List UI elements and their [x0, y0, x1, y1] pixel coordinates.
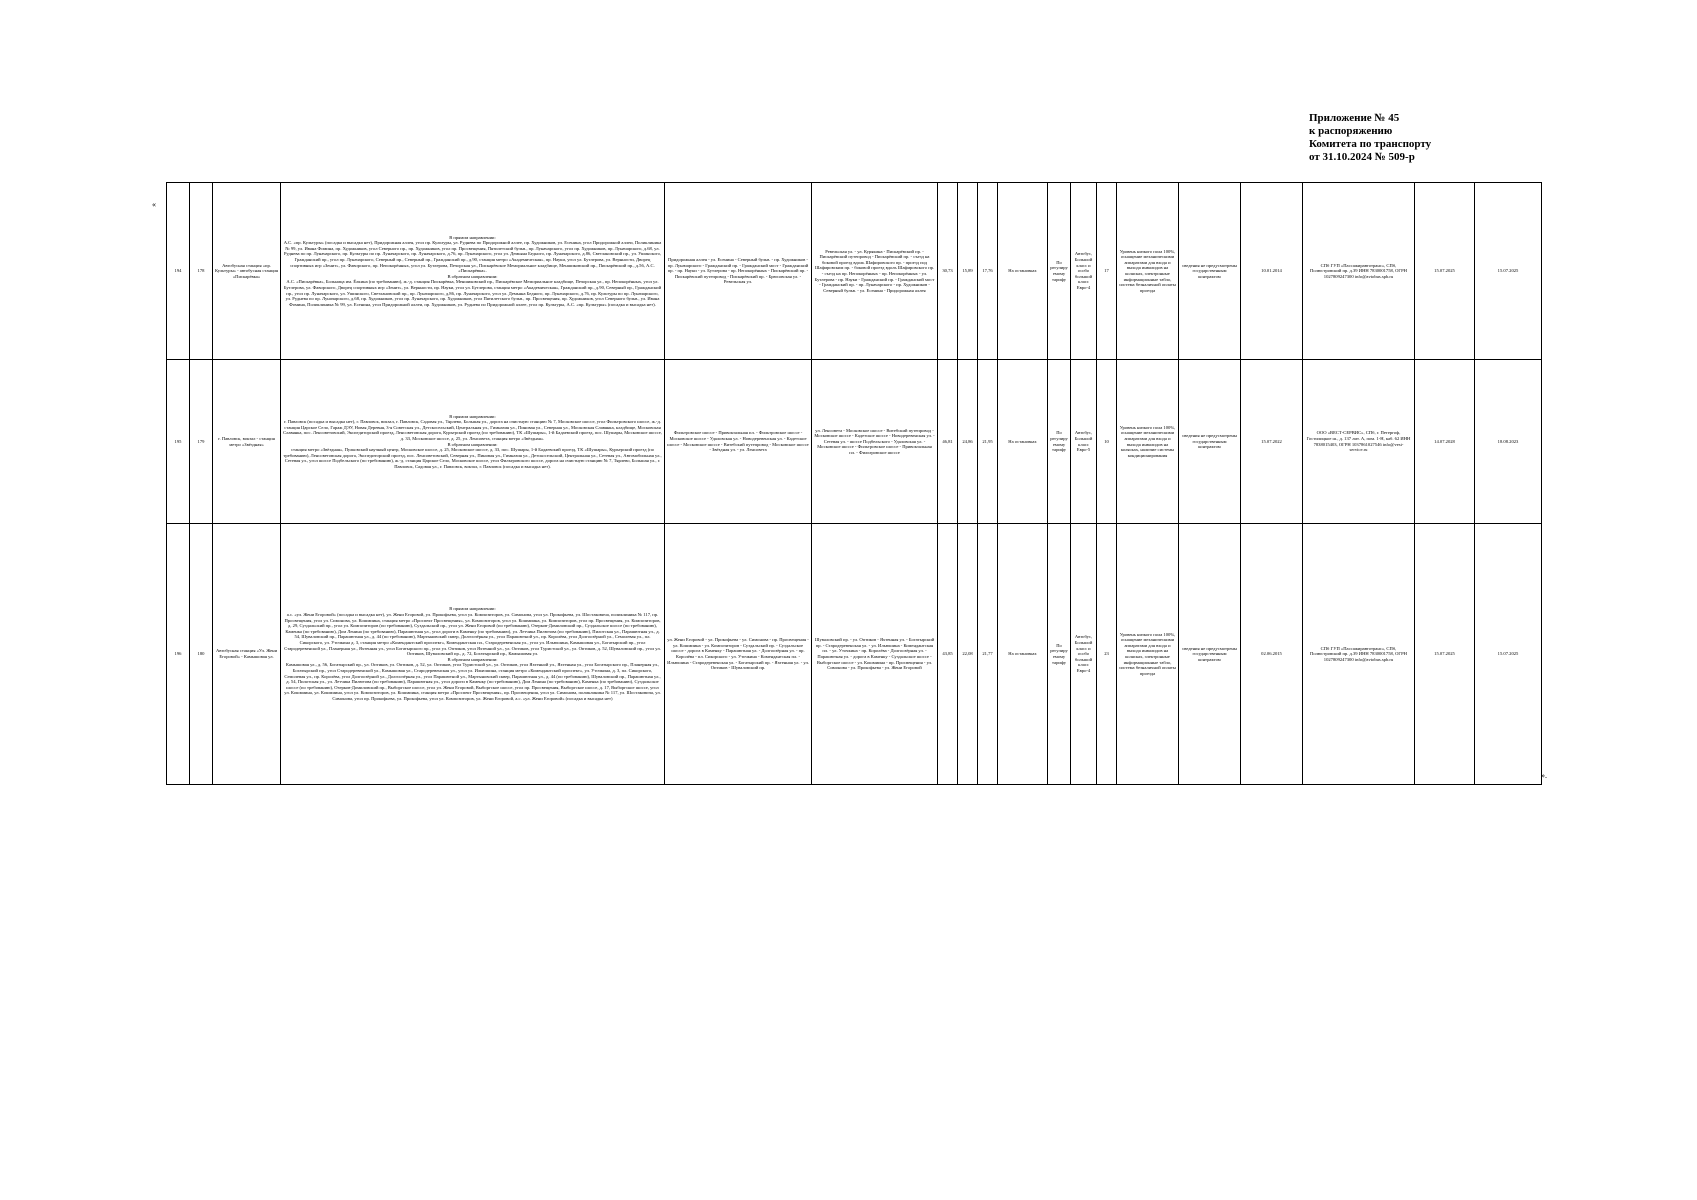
- opening-quote: «: [152, 200, 156, 209]
- streets-backward: Ревельская ул. - ул. Курякина - Пискарёвский пр. - Пискарёвский путепровод - Пискарёвский пр. - съезд на боковой проезд вдоль Шафировского пр. - проезд под Шафировским пр. - боковой проезд вдоль Шафировского пр. - съезд на пр. Непокорённых - пр. Непокорённых - ул. Бутлерова - пр. Науки - Гражданский пр. - Гражданский мост - Гражданский пр. - пр. Луначарского - пр. Художников - Северный бульв. - ул. Есенина - Придорожная аллея: [812, 183, 938, 360]
- length-forward: 24,86: [958, 360, 978, 524]
- closing-quote: ».: [1541, 771, 1547, 780]
- contract-date: 14.07.2028: [1415, 360, 1475, 524]
- route-reg-number: 180: [190, 524, 213, 785]
- route-name: г. Павловск, вокзал - станция метро «Звёздная»: [213, 360, 281, 524]
- vehicle-class: Автобус, Большой класс и особо большой класс Евро-4: [1071, 524, 1097, 785]
- forward-stops: А.С. «пр. Культуры» (посадка и высадка нет), Придорожная аллея, угол пр. Культуры, ул. Руднева по Придорожной аллее, пр. Художников, ул. Есенина, угол Придорожной аллеи, Поликлиника № 99, ул. Ивана Фомина, пр. Художников, угол Северного пр., пр. Художников, угол пр. Просвещения, Пятилетский бульв., пр. Луначарского, угол пр. Художников, пр. Луначарского, д.68, ул. Руднева по пр. Луначарского, пр. Культуры по пр. Луначарского, пр. Луначарского, д.76, пр. Луначарского, угол ул. Демьяна Бедного, пр. Луначарского, д.86, Светлановский пр., ул. Ушинского, Гражданский пр., угол пр. Луначарского, Северный пр., Северный пр., Гражданский пр., д.90, станция метро «Академическая», пр. Науки, угол ул. Бутлерова, ул. Вернности, Дворец спортивных игр «Зенит», ул. Фаворского, пр. Непокорённых, угол ул. Бутлерова, Печорская ул., Пискарёвское Мемориальное кладбище, Меншиковский пр., Пискарёвский пр., д.56, А.С. «Пискарёвка».: [283, 240, 662, 274]
- length-backward: 21,95: [978, 360, 998, 524]
- route-name: Автобусная станция «пр. Культуры» - автобусная станция «Пискарёвка»: [213, 183, 281, 360]
- boarding-order: На остановках: [998, 183, 1048, 360]
- length-total: 46,81: [938, 360, 958, 524]
- streets-forward: ул. Жени Егоровой - ул. Прокофьева - ул. Симонова - пр. Просвещения - ул. Кошмиина - ул. Композиторов - Суздальский пр. - Суздальское шоссе - дорога в Каменку - Парашютная ул. - Долгоозёрная ул. - пр. Королёва - пл. Сикорского - ул. Уточкина - Комендантская пл. - Ильюшина - Стародеревенская ул. - Богатырский пр. - Яхтенная ул. - ул. Оптиков - Шуваловский пр.: [665, 524, 812, 785]
- vehicle-count: 17: [1097, 183, 1117, 360]
- end-date: 18.08.2023: [1475, 360, 1542, 524]
- appendix-committee: Комитета по транспорту: [1309, 138, 1432, 150]
- forward-heading: В прямом направлении:: [449, 606, 496, 612]
- streets-backward: Шуваловский пр. - ул. Оптиков - Яхтенная ул. - Богатырский пр. - Стародеревенская ул. - ул. Ильюшина - Комендантская пл. - ул. Уточкина - пр. Королёва - Долгоозёрная ул. - Парашютная ул. - дорога в Каменку - Суздальское шоссе - Выборгское шоссе - ул. Кошмиина - пр. Просвещения - ул. Симонова - ул. Прокофьева - ул. Жени Егоровой: [812, 524, 938, 785]
- subsidy-info: сведения не предусмотрены государственным контрактом: [1179, 183, 1241, 360]
- start-date: 10.01.2014: [1241, 183, 1303, 360]
- boarding-order: На остановках: [998, 524, 1048, 785]
- forward-stops: а.с. «ул. Жени Егоровой» (посадка и высадка нет), ул. Жени Егоровой, ул. Прокофьева, угол ул. Композиторов, ул. Симонова, угол ул. Прокофьева, ул. Шостаковича, поликлиника № 117, пр. Просвещения, угол ул. Симонова, ул. Кошмиина, станция метро «Проспект Просвещения», ул. Композиторов, угол ул. Кошмиина, ул. Композиторов, угол пр. Просвещения, ул. Композиторов, д. 29, Суздальский пр., угол ул. Композиторов (по требованию), Суздальский пр., угол ул. Жени Егоровой (по требованию), Озерков-Домиловский пр., Суздальское шоссе (по требованию), Каменка (по требованию), Дом Ленина (по требованию), Парашютная ул., угол дороги в Каменку (по требованию), ул. Летчика Пилютова (по требованию), Пилотская ул., Парашютная ул., д. 54, Шуваловский пр., Парашютная ул., д. 44 (по требованию), Мартыновский сквер, Долгоозёрная ул., угол Парашютной ул., пр. Королёва, угол Долгоозёрной ул., Семолевая ул., пл. Сикорского, ул. Уточкина д. 3, станция метро «Комендантский проспект», Комендантская пл., Стародеревенская ул., угол ул. Ильюшина, Камышовая ул., Богатырский пр., угол Стародеревенской ул., Планерная ул., Яхтенная ул., угол Богатырского пр., угол ул. Оптиков, угол Яхтенной ул., ул. Оптиков, угол Туристской ул., ул. Оптиков, д. 52, Шуваловский пр., угол ул. Оптиков, Шуваловский пр., д. 72, Богатырский пр., Камышовая ул.: [284, 612, 661, 657]
- forward-stops: г. Павловск (посадка и высадка нет), г. Павловск, вокзал, г. Павловск, Садовая ул., Тярлево, Большая ул., дорога на очистную станцию № 7, Московское шоссе, угол Фильтровского шоссе, ж.-д. станция Царское Село, Гараж ДЭУ, Новая Деревня, 3-я Советская ул., Детскосельский, Центральная ул., Гимназия ул., Пиновая ул., Северная ул., Московская Славянка, кладбище, Московская Славянка, пос. Ленсоветовский, Экспедиторский проезд, Ленсоветовская дорога, Курьерский проезд (по требованию), ТК «Шушары», 1-й Бадаевский проезд, пос. Шушары, Московское шоссе, д. 33, Московское шоссе, д. 25, ул. Ленсовета, станция метро «Звёздная».: [283, 419, 662, 441]
- appendix-number: Приложение № 45: [1309, 112, 1400, 124]
- start-date: 15.07.2022: [1241, 360, 1303, 524]
- vehicle-features: Уровень низкого пола 100%, оснащение механическими аппаратами для входа и выхода инвалидов на колясках, наличие системы кондиционирования: [1117, 360, 1179, 524]
- carrier-info: ООО «ВЕСТ-СЕРВИС», СПб, г. Петергоф, Гостилицкое ш., д. 137 лит. А, пом. 1-Н, каб. 62 ИНН 7838015403, ОГРН 1037861027546 info@vest-service.ru: [1303, 360, 1415, 524]
- start-date: 02.06.2015: [1241, 524, 1303, 785]
- appendix-header: [1309, 112, 1431, 164]
- tariff-type: По регулируемому тарифу: [1048, 183, 1071, 360]
- backward-stops: станция метро «Звёздная», Пулковский научный центр, Московское шоссе, д. 25, Московское шоссе, д. 33, пос. Шушары, 1-й Бадаевский проезд, ТК «Шушары», Курьерский проезд (по требованию), Ленсоветовская дорога, Экспедиторский проезд, пос. Ленсоветовский, Северная ул., Пиновая ул., Гимназия ул., Детскосельский, Центральная ул., Сетевая ул., Автомобильная ул., Сетевая ул., угол шоссе Подбельского (по требованию), ж.-д. станция Царское Село, Московское шоссе, угол Фильтровского шоссе, дорога на очистную станцию № 7, Тярлево, Большая ул., г. Павловск, Садовая ул., г. Павловск, вокзал, г. Павловск (посадка и высадка нет).: [283, 447, 662, 469]
- route-number: 196: [167, 524, 190, 785]
- vehicle-features: Уровень низкого пола 100%, оснащение механическими аппаратами для входа и выхода инвалидов на колясках, электронные информационные табло, система безналичной оплаты проезда: [1117, 183, 1179, 360]
- carrier-info: СПб ГУП «Пассажиравтотранс», СПб, Полюстровский пр. д.39 ИНН 7830001758, ОГРН 1027809247300 info@avtobus.spb.ru: [1303, 183, 1415, 360]
- tariff-type: По регулируемому тарифу: [1048, 360, 1071, 524]
- vehicle-count: 10: [1097, 360, 1117, 524]
- streets-forward: Придорожная аллея - ул. Есенина - Северный бульв. - пр. Художников - пр. Луначарского - Гражданский пр. - Гражданский мост - Гражданский пр. - пр. Науки - ул. Бутлерова - пр. Непокорённых - Пискарёвский пр. - Пискарёвский путепровод - Пискарёвский пр. - Брюсовская ул. - Ревельская ул.: [665, 183, 812, 360]
- table-row: [167, 360, 1542, 524]
- forward-heading: В прямом направлении:: [449, 234, 496, 240]
- route-stops: [281, 183, 665, 360]
- streets-backward: ул. Ленсовета - Московское шоссе - Витебский путепровод - Московское шоссе - Кадетское шоссе - Новодеревенская ул. - Сетевая ул. - шоссе Подбельского - Удаловская ул. - Московское шоссе - Фильтровское шоссе - Привокзальная пл. - Фильтровское шоссе: [812, 360, 938, 524]
- appendix-date: от 31.10.2024 № 509-р: [1309, 151, 1415, 163]
- route-reg-number: 178: [190, 183, 213, 360]
- length-backward: 21,77: [978, 524, 998, 785]
- table-row: [167, 524, 1542, 785]
- contract-date: 15.07.2025: [1415, 183, 1475, 360]
- vehicle-class: Автобус, Большой класс и особо большой класс Евро-4: [1071, 183, 1097, 360]
- vehicle-class: Автобус, Большой класс Евро-5: [1071, 360, 1097, 524]
- length-backward: 17,76: [978, 183, 998, 360]
- length-forward: 22,08: [958, 524, 978, 785]
- tariff-type: По регулируемому тарифу: [1048, 524, 1071, 785]
- route-number: 194: [167, 183, 190, 360]
- forward-heading: В прямом направлении:: [449, 413, 496, 419]
- route-reg-number: 179: [190, 360, 213, 524]
- subsidy-info: сведения не предусмотрены государственным контрактом: [1179, 524, 1241, 785]
- route-name: Автобусная станция «Ул. Жени Егоровой» - Камышовая ул.: [213, 524, 281, 785]
- length-total: 30,73: [938, 183, 958, 360]
- backward-stops: А.С. «Пискарёвка», Больница им. Ёлкина (по требованию), ж.-д. станция Пискарёвка, Меншиковский пр., Пискарёвское Мемориальное кладбище, Печорская ул., пр. Непокорённых, угол ул. Бутлерова, ул. Фаворского, Дворец спортивных игр «Зенит», ул. Вернности, пр. Науки, угол ул. Бутлерова, станция метро «Академическая», Гражданский пр., д.90, Северный пр., Гражданский пр., угол пр. Луначарского, ул. Ушинского, Светлановский пр., пр. Луначарского, д.86, пр. Луначарского, угол ул. Демьяна Бедного, пр. Луначарского, д.76, пр. Культуры по пр. Луначарского, ул. Руднева по пр. Луначарского, д.68, пр. Художников, угол пр. Луначарского, пр. Художников, угол Пятилетского бульв., пр. Просвещения, пр. Художников, угол Северного бульв., ул. Ивана Фомина, Поликлиника № 99, ул. Есенина, угол Придорожной аллеи, пр. Художников, ул. Руднева по Придорожной аллее, угол пр. Культуры, А.С. «пр. Культуры» (посадка и высадка нет).: [283, 279, 662, 307]
- contract-date: 15.07.2025: [1415, 524, 1475, 785]
- backward-heading: В обратном направлении:: [447, 273, 498, 279]
- subsidy-info: сведения не предусмотрены государственным контрактом: [1179, 360, 1241, 524]
- boarding-order: На остановках: [998, 360, 1048, 524]
- end-date: 15.07.2025: [1475, 524, 1542, 785]
- route-number: 195: [167, 360, 190, 524]
- vehicle-count: 23: [1097, 524, 1117, 785]
- length-total: 43,85: [938, 524, 958, 785]
- backward-heading: В обратном направлении:: [447, 656, 498, 662]
- backward-heading: В обратном направлении:: [447, 441, 498, 447]
- route-stops: [281, 360, 665, 524]
- table-row: [167, 183, 1542, 360]
- route-stops: [281, 524, 665, 785]
- end-date: 15.07.2025: [1475, 183, 1542, 360]
- carrier-info: СПб ГУП «Пассажиравтотранс», СПб, Полюстровский пр. д.39 ИНН 7830001758, ОГРН 1027809247300 info@avtobus.spb.ru: [1303, 524, 1415, 785]
- appendix-order-ref: к распоряжению: [1309, 125, 1393, 137]
- backward-stops: Камышовая ул., д. 56, Богатырский пр., ул. Оптиков, ул. Оптиков, д. 52, ул. Оптиков, угол Туристской ул., ул. Оптиков, угол Яхтенной ул., Яхтенная ул., угол Богатырского пр., Планерная ул., Богатырский пр., угол Стародеревенской ул., Камышовая ул., Стародеревенская ул., угол ул. Ильюшина, станция метро «Комендантский проспект», ул. Уточкина, д. 3, пл. Сикорского, Семолевая ул., пр. Королёва, угол Долгоозёрной ул., Долгоозёрная ул., угол Парашютной ул., Мартыновский сквер, Парашютная ул., д. 44 (по требованию), Шуваловский пр., Парашютная ул., д. 54, Пилотская ул., ул. Летчика Пилютова (по требованию), Парашютная ул., угол дороги в Каменку (по требованию), Дом Ленина (по требованию), Каменка (по требованию), Суздальское шоссе (по требованию), Озерков-Домиловский пр., Выборгское шоссе, угол ул. Жени Егоровой, Выборгское шоссе, угол пр. Просвещения, Выборгское шоссе, д. 17, Выборгское шоссе, угол ул. Кошмиина, ул. Кошмиина, угол ул. Композиторов, ул. Кошмиина, станция метро «Проспект Просвещения», пр. Просвещения, угол ул. Симонова, поликлиника № 117, ул. Шостаковича, ул. Симонова, угол пр. Прокофьева, ул. Прокофьева, угол ул. Композиторов, ул. Жени Егоровой, а.с. «ул. Жени Егоровой» (посадка и высадка нет): [284, 662, 661, 701]
- routes-register-table: [166, 182, 1542, 785]
- length-forward: 15,89: [958, 183, 978, 360]
- vehicle-features: Уровень низкого пола 100%, оснащение механическими аппаратами для входа и выхода инвалидов на колясках, электронные информационные табло, система безналичной оплаты проезда: [1117, 524, 1179, 785]
- streets-forward: Фильтровское шоссе - Привокзальная пл. - Фильтровское шоссе - Московское шоссе - Удаловская ул. - Новодеревенская ул. - Кадетское шоссе - Московское шоссе - Витебский путепровод - Московское шоссе - Звёздная ул. - ул. Ленсовета: [665, 360, 812, 524]
